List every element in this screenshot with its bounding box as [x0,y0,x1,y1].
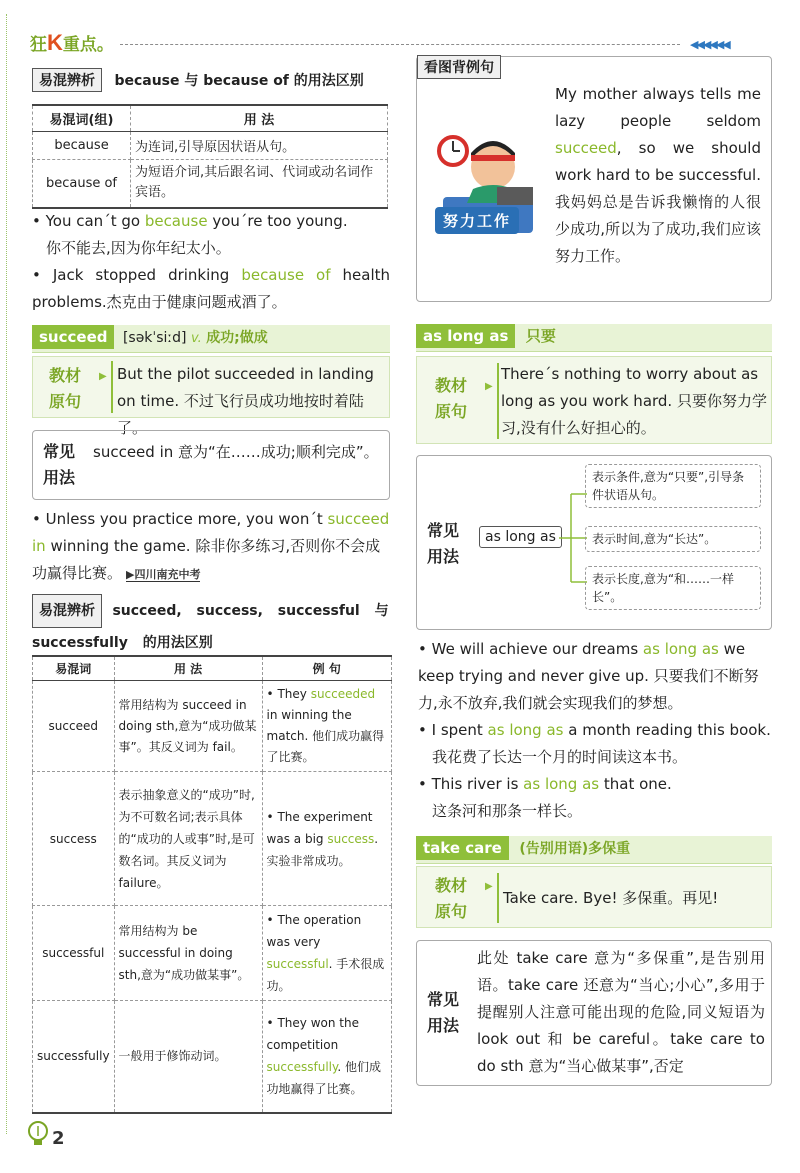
table-cell: 为连词,引导原因状语从句。 [131,132,388,160]
section-tag: 易混辨析 [32,594,102,628]
list-item: • We will achieve our dreams as long as we keep trying and never give up. 只要我们不断努力,永不放弃,我们就会实现我们的梦想。 [418,640,759,712]
textbook-sentence: There´s nothing to worry about as long as you work hard. 只要你努力学习,没有什么好担心的。 [501,365,767,437]
header-arrows: ◀◀◀◀◀◀ [690,38,729,51]
table-row [33,132,388,160]
textbook-sentence: But the pilot succeeded in landing on time. 不过飞行员成功地按时着陆了。 [117,365,374,437]
table-cell: 表示抽象意义的“成功”时,为不可数名词;表示具体的“成功的人或事”时,是可数名词。其反义词为 failure。 [114,772,262,906]
table-row [33,906,392,1001]
table-header: 用 法 [131,105,388,132]
table-cell: success [33,772,115,906]
table-row [33,772,392,906]
table-cell: • The experiment was a big success. 实验非常成功。 [262,772,391,906]
takecare-textbook-box [416,866,772,928]
succeed-example: • Unless you practice more, you won´t succeed in winning the game. 除非你多练习,否则你不会成功赢得比赛。 ▶四川南充中考 [32,510,390,582]
table-cell: because of [33,160,131,208]
arrow-icon: ▶ [99,371,107,382]
table-header: 易混词(组) [33,105,131,132]
mindmap-branch: 表示时间,意为“长达”。 [585,526,761,552]
textbook-sentence: Take care. Bye! 多保重。再见! [503,889,719,907]
list-item-translation: 你不能去,因为你年纪太小。 [46,239,231,257]
usage-text: succeed in 意为“在……成功;顺利完成”。 [93,443,379,461]
section-tag: 看图背例句 [417,55,501,79]
table-cell: 常用结构为 succeed in doing sth,意为“成功做某事”。其反义词为 fail。 [114,681,262,772]
entry-word: succeed [32,325,114,349]
section-succeed-family [32,594,390,658]
list-item-translation: 这条河和那条一样长。 [432,802,583,820]
margin-dotted-line [6,14,26,1134]
picture-caption: 努力工作 [435,207,519,234]
table-cell: 常用结构为 be successful in doing sth,意为“成功做某事”。 [114,906,262,1001]
list-item: • Jack stopped drinking because of health problems.杰克由于健康问题戒酒了。 [32,266,390,311]
table-cell: 为短语介词,其后跟名词、代词或动名词作宾语。 [131,160,388,208]
succeed-heading-bar [32,325,390,353]
takecare-usage-box [416,940,772,1086]
aslongas-usage-box [416,455,772,630]
textbook-label: 教材 原句 [435,876,468,921]
table-header: 用 法 [114,656,262,681]
table-cell: • They won the competition successfully. 他们成功地赢得了比赛。 [262,1001,391,1113]
picture-sentence: My mother always tells me lazy people seldom succeed, so we should work hard to be successful. 我妈妈总是告诉我懒惰的人很少成功,所以为了成功,我们应该努力工作。 [555,85,761,265]
aslongas-textbook-box [416,356,772,444]
brand-logo: 狂K重点。 [30,30,114,55]
mindmap-branch: 表示条件,意为“只要”,引导条件状语从句。 [585,464,761,508]
mindmap-center: as long as [479,526,562,548]
usage-text: 此处 take care 意为“多保重”,是告别用语。take care 还意为“当心;小心”,多用于提醒别人注意可能出现的危险,同义短语为 look out 和 be careful。take care to do sth 意为“当心做某事”,否定 [477,949,765,1075]
list-item-translation: 我花费了长达一个月的时间读这本书。 [432,748,688,766]
table-row [33,1001,392,1113]
arrow-icon: ▶ [485,381,493,392]
entry-word: as long as [416,324,515,348]
table-header: 例 句 [262,656,391,681]
table-row [33,160,388,208]
usage-label: 常见 用法 [427,521,460,566]
phonetic: [səkˈsiːd] [122,330,187,346]
table-cell: 一般用于修饰动词。 [114,1001,262,1113]
table-cell: • The operation was very successful. 手术很成功。 [262,906,391,1001]
textbook-label: 教材 原句 [49,366,82,411]
table-cell: successful [33,906,115,1001]
because-table [32,104,388,209]
usage-label: 常见 用法 [43,442,76,487]
section-title: because 与 because of 的用法区别 [114,73,364,89]
table-cell: • They succeeded in winning the match. 他们成功赢得了比赛。 [262,681,391,772]
list-item: • You can´t go because you´re too young. [32,212,348,230]
aslongas-heading-bar [416,324,772,352]
mindmap-branch: 表示长度,意为“和……一样长”。 [585,566,761,610]
divider [497,873,499,923]
arrow-icon: ▶ [485,881,493,892]
entry-meaning: 成功;做成 [206,330,268,346]
list-item: • I spent as long as a month reading this book. [418,721,771,739]
entry-meaning: 只要 [525,327,556,345]
list-item: • This river is as long as that one. [418,775,672,793]
exam-source: ▶四川南充中考 [126,568,201,581]
part-of-speech: v. [190,331,202,346]
section-title: succeed, success, successful 与 successfully 的用法区别 [32,603,389,651]
table-cell: because [33,132,131,160]
page-number: 2 [52,1128,65,1149]
succeed-textbook-box [32,356,390,437]
table-cell: successfully [33,1001,115,1113]
entry-meaning: (告别用语)多保重 [519,841,631,857]
succeed-family-table [32,655,392,1114]
entry-word: take care [416,836,509,860]
takecare-heading-bar [416,836,772,864]
table-header: 易混词 [33,656,115,681]
table-row [33,681,392,772]
aslongas-examples [418,636,774,825]
succeed-usage-box [32,430,390,500]
section-because [32,68,402,92]
textbook-label: 教材 原句 [435,376,468,421]
table-cell: succeed [33,681,115,772]
header-rule [120,44,680,45]
divider [111,361,113,413]
divider [497,363,499,439]
because-examples [32,208,390,316]
usage-label: 常见 用法 [427,990,460,1035]
picture-sentence-box [416,56,772,302]
lightbulb-icon [26,1120,50,1150]
section-tag: 易混辨析 [32,68,102,92]
